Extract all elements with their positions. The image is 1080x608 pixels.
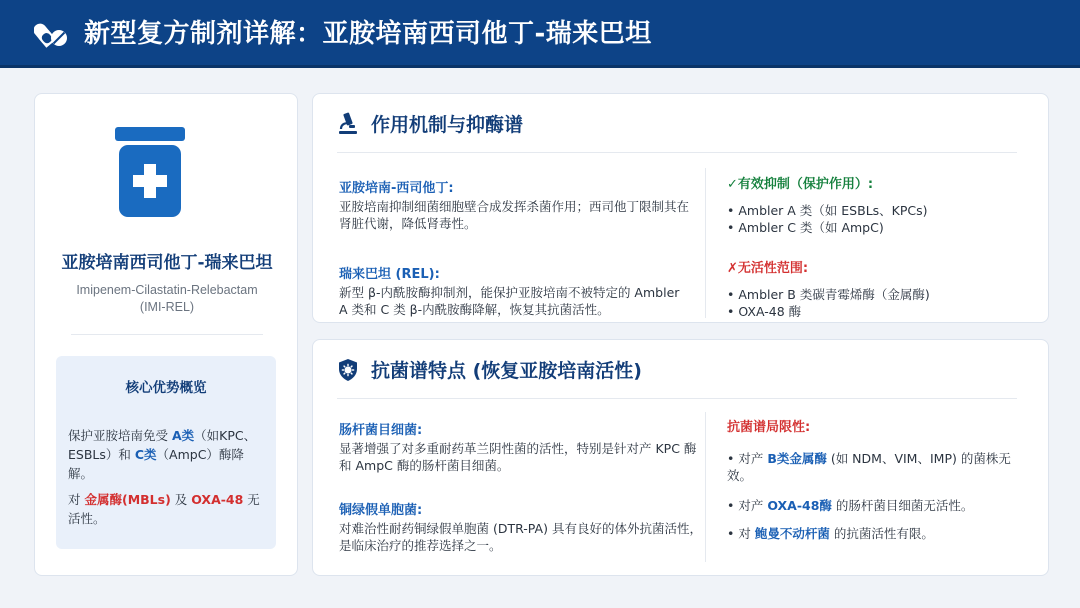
text-part: • 对	[727, 526, 755, 541]
relebactam-block	[339, 266, 691, 322]
list-item: • Ambler A 类（如 ESBLs、KPCs)	[727, 203, 928, 218]
column-divider	[705, 168, 706, 318]
advantages-title: 核心优势概览	[125, 380, 207, 396]
text-part: 对	[68, 492, 85, 507]
pills-icon	[34, 19, 68, 49]
effective-heading: ✓有效抑制（保护作用）:	[727, 177, 874, 192]
divider	[337, 152, 1017, 153]
mbl-highlight: 金属酶(MBLs)	[84, 492, 171, 507]
drug-abbreviation: (IMI-REL)	[139, 300, 195, 314]
drug-summary-card	[34, 93, 298, 576]
enterobacterales-text: 显著增强了对多重耐药革兰阴性菌的活性，特别是针对产 KPC 酶和 AmpC 酶的肠杆菌目细菌。	[339, 441, 697, 473]
shield-virus-icon	[337, 358, 359, 382]
core-advantages-box	[56, 356, 276, 549]
imipenem-block	[339, 180, 691, 232]
text-part: • 对产	[727, 498, 768, 513]
imipenem-text: 亚胺培南抑制细菌细胞壁合成发挥杀菌作用；西司他丁限制其在肾脏代谢，降低肾毒性。	[339, 199, 690, 231]
text-part: 及	[170, 492, 192, 507]
mbl-highlight: B类金属酶	[767, 451, 827, 466]
class-a-highlight: A类	[171, 428, 195, 443]
text-part: • 对产	[727, 451, 768, 466]
advantage-limitation-text	[68, 490, 268, 528]
pseudomonas-text: 对难治性耐药铜绿假单胞菌 (DTR-PA) 具有良好的体外抗菌活性，是临床治疗的推荐选择之一。	[339, 521, 702, 553]
acinetobacter-highlight: 鲍曼不动杆菌	[754, 526, 830, 541]
text-part: （AmpC）酶降解。	[68, 447, 244, 481]
text-part: (如 NDM、VIM、IMP) 的菌株无效。	[727, 451, 1011, 483]
pseudomonas-heading: 铜绿假单胞菌:	[339, 503, 423, 518]
inactive-list	[727, 286, 1032, 320]
relebactam-heading: 瑞来巴坦 (REL):	[339, 267, 440, 282]
text-part: （如KPC、ESBLs）和	[68, 428, 257, 462]
spectrum-card	[312, 339, 1049, 576]
oxa48-highlight: OXA-48酶	[767, 498, 832, 513]
enterobacterales-heading: 肠杆菌目细菌:	[339, 423, 423, 438]
mechanism-card	[312, 93, 1049, 323]
text-part: 保护亚胺培南免受	[68, 428, 172, 443]
divider	[337, 398, 1017, 399]
list-item: • OXA-48 酶	[727, 304, 802, 319]
header-bar	[0, 0, 1080, 68]
oxa48-highlight: OXA-48	[191, 492, 244, 507]
divider	[71, 334, 263, 335]
spectrum-title: 抗菌谱特点 (恢复亚胺培南活性)	[371, 360, 642, 382]
limitation-item	[727, 497, 1032, 514]
imipenem-heading: 亚胺培南-西司他丁:	[339, 181, 454, 196]
inactive-heading: ✗无活性范围:	[727, 261, 809, 276]
pseudomonas-block	[339, 502, 703, 554]
effective-list	[727, 202, 1032, 236]
enterobacterales-block	[339, 422, 703, 474]
text-part: 无活性。	[68, 492, 260, 526]
text-part: 的肠杆菌目细菌无活性。	[831, 498, 974, 513]
limitations-heading: 抗菌谱局限性:	[727, 420, 811, 435]
list-item: • Ambler C 类（如 AmpC)	[727, 220, 884, 235]
text-part: 的抗菌活性有限。	[829, 526, 934, 541]
advantage-protection-text	[68, 426, 268, 483]
drug-name: 亚胺培南西司他丁-瑞来巴坦	[61, 253, 273, 273]
column-divider	[705, 412, 706, 562]
mechanism-title: 作用机制与抑酶谱	[371, 114, 524, 136]
page-title: 新型复方制剂详解：亚胺培南西司他丁-瑞来巴坦	[84, 19, 652, 49]
relebactam-text: 新型 β-内酰胺酶抑制剂，能保护亚胺培南不被特定的 Ambler A 类和 C 类 β-内酰胺酶降解，恢复其抗菌活性。	[339, 285, 680, 317]
medicine-jar-icon	[115, 127, 185, 217]
limitation-item	[727, 450, 1032, 484]
drug-english-name	[35, 282, 299, 316]
limitation-item	[727, 525, 1032, 542]
microscope-icon	[337, 112, 359, 136]
class-c-highlight: C类	[134, 447, 157, 462]
list-item: • Ambler B 类碳青霉烯酶（金属酶)	[727, 287, 930, 302]
drug-english-name-text: Imipenem-Cilastatin-Relebactam	[76, 283, 258, 297]
